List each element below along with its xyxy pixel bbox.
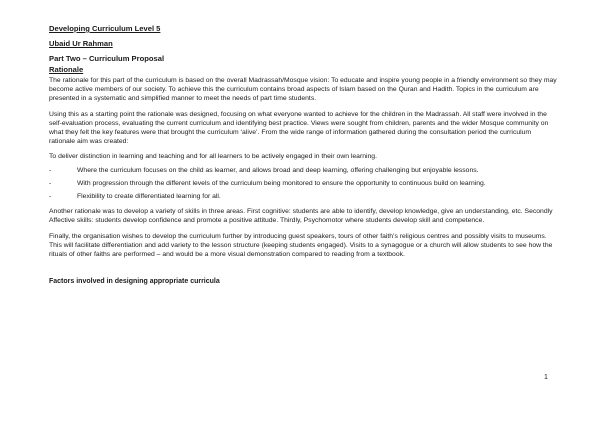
bullet-text: Flexibility to create differentiated learning for all. [77, 193, 221, 201]
part-heading: Part Two – Curriculum Proposal [49, 54, 165, 63]
document-title: Developing Curriculum Level 5 [49, 24, 161, 33]
bullet-text: Where the curriculum focuses on the child as learner, and allows broad and deep learning, offering challenging but enjoyable lessons. [77, 166, 479, 174]
paragraph: The rationale for this part of the curriculum is based on the overall Madrassah/Mosque vision: To educate and inspire young people in a friendly environment so they may become active members of our society. To achieve this the curriculum contains broad aspects of Islam based on the Quran and Hadith. Topics in the curriculum are presented in a systematic and simplified manner to meet the needs of part time students. [49, 77, 557, 103]
paragraph: Finally, the organisation wishes to develop the curriculum further by introducing guest speakers, tours of other faith’s religious centres and possibly visits to museums. This will facilitate differentiation and add variety to the lesson structure (keeping students engaged). Visits to a synagogue or a church will allow students to see how the rituals of other faiths are performed – and would be a more visual demonstration compared to reading from a textbook. [49, 232, 553, 259]
factors-heading: Factors involved in designing appropriate curricula [49, 278, 220, 286]
paragraph: Another rationale was to develop a variety of skills in three areas. First cognitive: students are able to identify, develop knowledge, give an understanding, etc. Secondly Affective skills: students develop confidence and promote a positive attitude. Thirdly, Psychomotor where students develop skill and competence. [49, 208, 553, 225]
bullet-marker: - [49, 193, 52, 201]
bullet-item [49, 192, 557, 201]
document-body [49, 24, 557, 286]
page-number: 1 [544, 374, 548, 381]
author-name: Ubaid Ur Rahman [49, 39, 113, 48]
bullet-marker: - [49, 179, 52, 187]
paragraph: To deliver distinction in learning and teaching and for all learners to be actively engaged in their own learning. [49, 153, 377, 161]
paragraph: Using this as a starting point the rationale was designed, focusing on what everyone wanted to achieve for the children in the Madrassah. All staff were involved in the self-evaluation process, evaluating the current curriculum and identifying best practice. Views were sought from children, parents and the wider Mosque community on what they felt the key features were that brought the curriculum ‘alive’. From the wide range of information gathered during the consultation period the curriculum rationale aim was created: [49, 110, 549, 146]
bullet-item [49, 179, 557, 188]
bullet-text: With progression through the different levels of the curriculum being monitored to ensure the opportunity to continuous build on learning. [77, 179, 486, 187]
section-heading-rationale: Rationale [49, 65, 84, 74]
bullet-item [49, 166, 557, 175]
bullet-marker: - [49, 166, 52, 174]
